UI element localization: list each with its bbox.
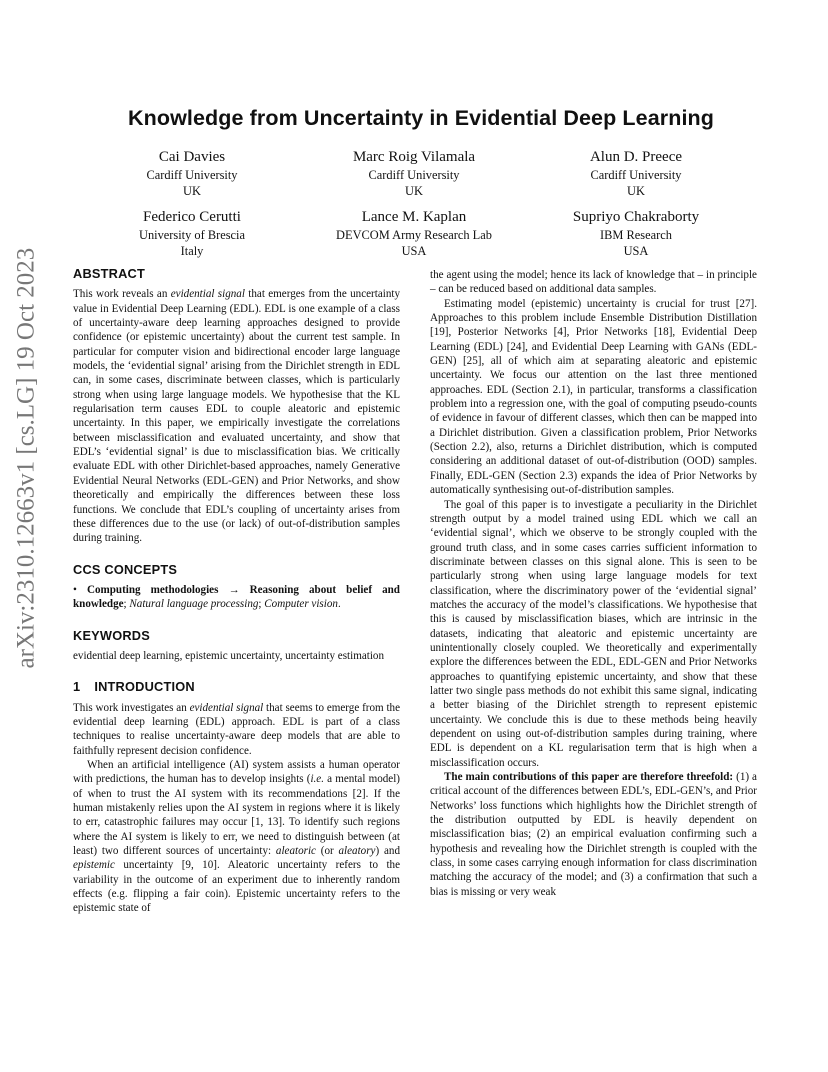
left-column bbox=[73, 267, 400, 916]
author-country: UK bbox=[627, 184, 645, 198]
author-affiliation: Cardiff University bbox=[146, 168, 238, 182]
author-name: Federico Cerutti bbox=[143, 209, 241, 225]
ccs-concepts: • Computing methodologies → Reasoning about belief and knowledge; Natural language processing; Computer vision. bbox=[73, 583, 400, 611]
abstract-paragraph: This work reveals an evidential signal that emerges from the uncertainty value in Evidential Deep Learning (EDL). EDL is one example of a class of uncertainty-aware deep learning approaches designed to provide confidence (or epistemic uncertainty) about the current test sample. In particular for computer vision and bidirectional encoder large language models, the ‘evidential signal’ arising from the Dirichlet strength in EDL can, in some cases, discriminate between classes, which is particularly strong when using large language models. We hypothesise that the KL regularisation term causes EDL to couple aleatoric and epistemic uncertainty. In this paper, we empirically investigate the correlations between misclassification and evaluated uncertainty, and show that EDL’s ‘evidential signal’ is due to misclassification bias. We critically evaluate EDL with other Dirichlet-based approaches, namely Generative Evidential Neural Networks (EDL-GEN) and Prior Networks, and show theoretically and empirically the differences between these loss functions. We conclude that EDL’s coupling of uncertainty arises from these differences due to the use (or lack) of out-of-distribution samples during training. bbox=[73, 288, 401, 545]
author-country: UK bbox=[405, 184, 423, 198]
author-affiliation: Cardiff University bbox=[590, 168, 682, 182]
body-paragraph: The goal of this paper is to investigate a peculiarity in the Dirichlet strength output by a model trained using EDL which we call an ‘evidential signal’, which we observe to be strongly coupled with the ground truth class, and in some cases carries sufficient information to discriminate between classes on this signal alone. This is seen to be particularly strong when using large language models for text classification, where the discriminatory power of the ‘evidential signal’ matches the accuracy of the model’s classifications. We hypothesise that this is caused by misclassification biases, which are intrinsic in the datasets, indicating that aleatoric and epistemic uncertainty are unintentionally closely coupled. We theoretically and experimentally explore the differences between the EDL, EDL-GEN and Prior Networks approaches to quantifying epistemic uncertainty, and show that these latter two single pass methods do not exhibit this same signal, indicating a better biasing of the Dirichlet strength to represent epistemic uncertainty. We conclude this is due to these methods being heavily dependent on using out-of-distribution samples during training, where EDL is dependent on a KL regularisation term that is high when a misclassification occurs. bbox=[430, 498, 757, 769]
intro-paragraph: When an artificial intelligence (AI) system assists a human operator with predictions, the human has to develop insights (i.e. a mental model) of when to trust the AI system with its recommendations [2]. If the human mistakenly relies upon the AI system in regions where it is likely to err, catastrophic failures may occur [1, 13]. To identify such regions where the AI system is likely to err, we need to distinguish between (at least) two different sources of uncertainty: aleatoric (or aleatory) and epistemic uncertainty [9, 10]. Aleatoric uncertainty refers to the variability in the outcome of an experiment due to inherently random effects (e.g. flipping a fair coin). Epistemic uncertainty refers to the epistemic state of bbox=[73, 758, 400, 915]
author-country: Italy bbox=[180, 244, 204, 258]
keywords-text: evidential deep learning, epistemic uncertainty, uncertainty estimation bbox=[73, 649, 385, 662]
introduction-heading: 1 INTRODUCTION bbox=[73, 679, 195, 695]
author-block bbox=[314, 208, 514, 259]
author-name: Supriyo Chakraborty bbox=[572, 209, 700, 225]
contributions-paragraph: The main contributions of this paper are therefore threefold: (1) a critical account of the differences between EDL’s, EDL-GEN’s, and Prior Networks’ loss functions which highlights how the Dirichlet strength of the distribution outputted by EDL is heavily dependent on misclassification bias; (2) an empirical evaluation confirming such a hypothesis and revealing how the Dirichlet strength is coupled with the class, in some cases carrying enough information for class discrimination matching the accuracy of the model; and (3) a confirmation that such a bias is missing or very weak bbox=[430, 771, 757, 898]
author-block bbox=[536, 208, 736, 259]
ccs-heading: CCS CONCEPTS bbox=[73, 561, 178, 577]
author-country: USA bbox=[401, 244, 427, 258]
body-paragraph: the agent using the model; hence its lack of knowledge that – in principle – can be reduced based on additional data samples. bbox=[430, 269, 757, 296]
author-block bbox=[92, 208, 292, 259]
abstract-heading: ABSTRACT bbox=[73, 266, 145, 281]
author-affiliation: Cardiff University bbox=[368, 168, 460, 182]
paper-title: Knowledge from Uncertainty in Evidential Deep Learning bbox=[128, 106, 714, 130]
author-name: Lance M. Kaplan bbox=[361, 209, 467, 225]
author-country: USA bbox=[623, 244, 649, 258]
keywords-heading: KEYWORDS bbox=[73, 627, 150, 643]
author-country: UK bbox=[183, 184, 201, 198]
author-block bbox=[536, 148, 736, 199]
author-name: Cai Davies bbox=[158, 149, 226, 165]
author-block bbox=[314, 148, 514, 199]
author-name: Alun D. Preece bbox=[589, 149, 683, 165]
author-name: Marc Roig Vilamala bbox=[352, 149, 476, 165]
right-column bbox=[430, 268, 757, 899]
author-affiliation: University of Brescia bbox=[139, 228, 245, 242]
author-block bbox=[92, 148, 292, 199]
arxiv-identifier: arXiv:2310.12663v1 [cs.LG] 19 Oct 2023 bbox=[12, 247, 40, 669]
body-paragraph: Estimating model (epistemic) uncertainty is crucial for trust [27]. Approaches to this problem include Ensemble Distribution Distillation [19], Posterior Networks [4], Prior Networks [18], Evidential Deep Learning (EDL) [24], and Evidential Deep Learning with GANs (EDL-GEN) [25], all of which aim at separating aleatoric and epistemic uncertainty. We focus our attention on the last three mentioned approaches. EDL (Section 2.1), in particular, transforms a classification problem into a regression one, with the goal of computing pseudo-counts of evidence in favour of different classes, which then can be mapped into a Dirichlet distribution. Given a classification problem, Prior Networks (Section 2.2), also, returns a Dirichlet distribution, which is computed considering an additional dataset of out-of-distribution (OOD) samples. Finally, EDL-GEN (Section 2.3) expands the idea of Prior Networks by automatically synthesising out-of-distribution samples. bbox=[430, 297, 757, 497]
author-affiliation: DEVCOM Army Research Lab bbox=[336, 228, 492, 242]
intro-paragraph: This work investigates an evidential signal that seems to emerge from the evidential deep learning (EDL) approach. EDL is part of a class techniques to realise uncertainty-aware deep models that are able to faithfully represent decision confidence. bbox=[73, 701, 400, 757]
author-affiliation: IBM Research bbox=[600, 228, 672, 242]
